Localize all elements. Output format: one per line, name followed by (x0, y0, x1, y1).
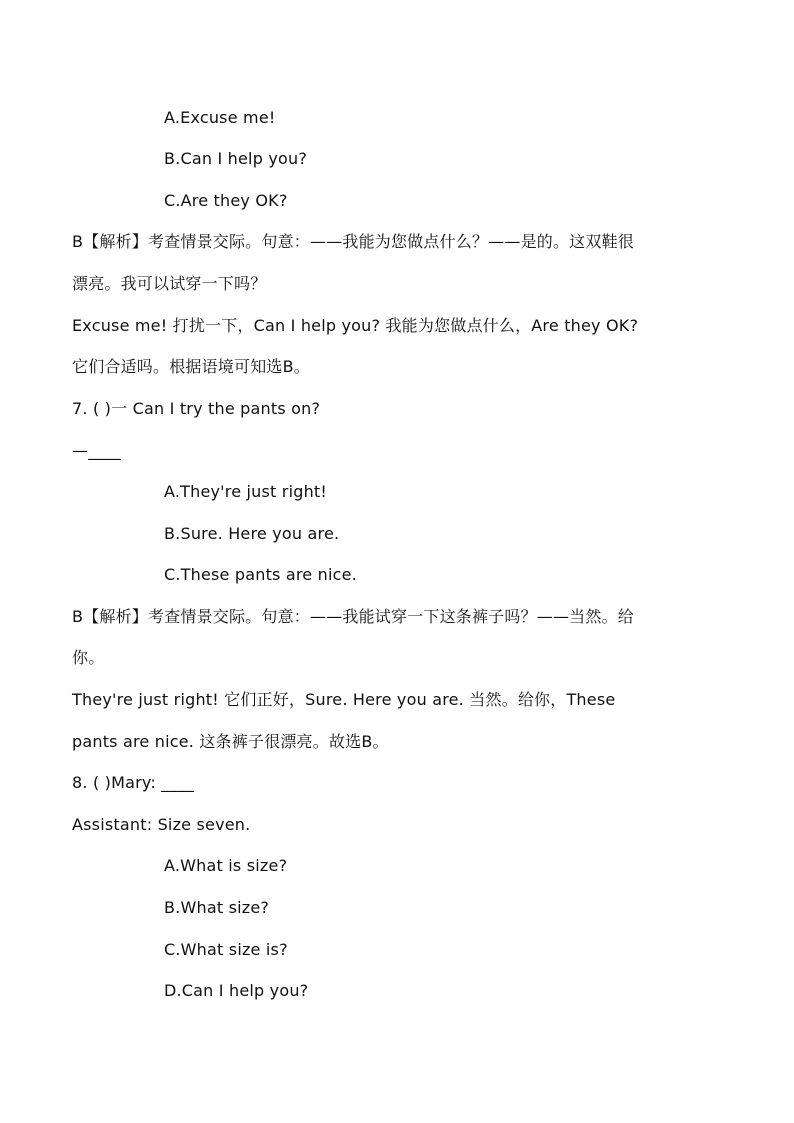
q7-question: 7. ( )一 Can I try the pants on? (72, 399, 321, 418)
q6-option-c: C.Are they OK? (164, 191, 288, 210)
q6-option-b: B.Can I help you? (164, 149, 308, 168)
q7-option-b: B.Sure. Here you are. (164, 524, 340, 543)
q7-explanation-line-4: pants are nice. 这条裤子很漂亮。故选B。 (72, 732, 389, 751)
q7-explanation-line-1: B【解析】考查情景交际。句意：——我能试穿一下这条裤子吗？——当然。给 (72, 607, 634, 626)
q7-answer-blank: —____ (72, 441, 121, 460)
q6-explanation-line-3: Excuse me! 打扰一下，Can I help you? 我能为您做点什么，Are they OK? (72, 316, 639, 335)
q8-question: 8. ( )Mary: ____ (72, 773, 195, 792)
q7-option-a: A.They're just right! (164, 482, 328, 501)
q8-option-b: B.What size? (164, 898, 270, 917)
q7-option-c: C.These pants are nice. (164, 565, 357, 584)
q7-explanation-line-3: They're just right! 它们正好，Sure. Here you are. 当然。给你，These (72, 690, 616, 709)
q8-option-c: C.What size is? (164, 940, 288, 959)
q8-assistant-line: Assistant: Size seven. (72, 815, 251, 834)
q6-explanation-line-1: B【解析】考查情景交际。句意：——我能为您做点什么？——是的。这双鞋很 (72, 232, 634, 251)
q6-explanation-line-4: 它们合适吗。根据语境可知选B。 (72, 357, 310, 376)
q8-option-d: D.Can I help you? (164, 981, 309, 1000)
q6-option-a: A.Excuse me! (164, 108, 276, 127)
q6-explanation-line-2: 漂亮。我可以试穿一下吗？ (72, 274, 267, 293)
q7-explanation-line-2: 你。 (72, 648, 105, 667)
q8-option-a: A.What is size? (164, 856, 288, 875)
